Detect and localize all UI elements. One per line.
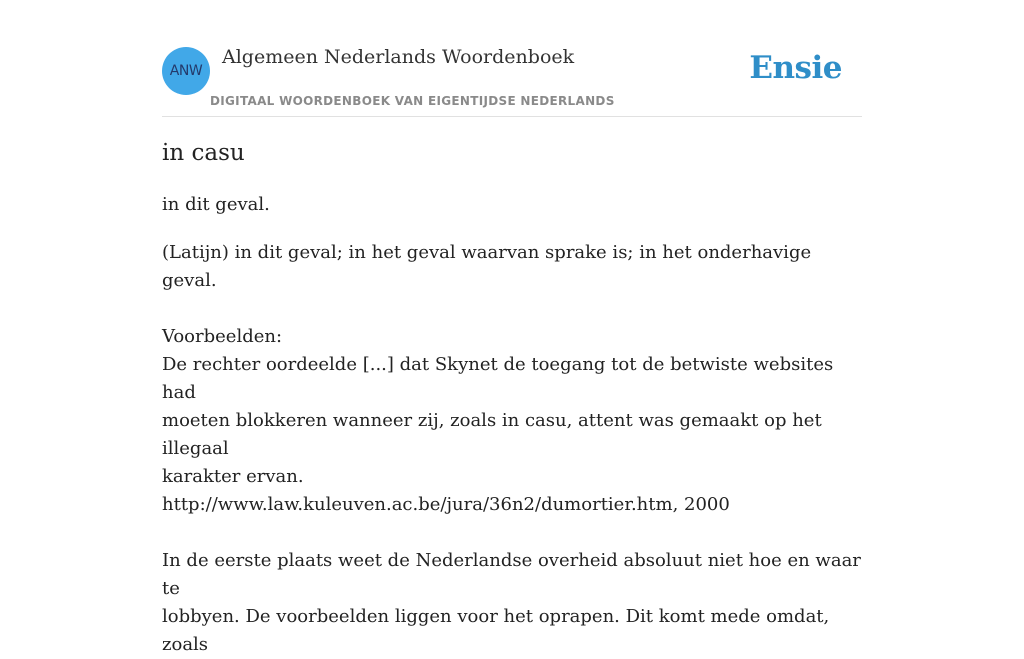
site-subtitle: DIGITAAL WOORDENBOEK VAN EIGENTIJDSE NEDERLANDS — [210, 94, 615, 108]
logo-text: ANW — [169, 63, 203, 79]
spacer — [162, 295, 862, 323]
entry-body — [162, 239, 862, 659]
example-1-source: http://www.law.kuleuven.ac.be/jura/36n2/dumortier.htm, 2000 — [162, 494, 730, 515]
example-1-line-2: moeten blokkeren wanneer zij, zoals in casu, attent was gemaakt op het illegaal — [162, 410, 822, 459]
site-title[interactable]: Algemeen Nederlands Woordenboek — [222, 46, 575, 68]
example-1-line-1: De rechter oordeelde [...] dat Skynet de toegang tot de betwiste websites had — [162, 354, 834, 403]
example-2-line-2: lobbyen. De voorbeelden liggen voor het oprapen. Dit komt mede omdat, zoals — [162, 606, 830, 655]
spacer — [162, 519, 862, 547]
examples-heading: Voorbeelden: — [162, 326, 283, 347]
definition: (Latijn) in dit geval; in het geval waarvan sprake is; in het onderhavige geval. — [162, 242, 812, 291]
example-2-line-1: In de eerste plaats weet de Nederlandse overheid absoluut niet hoe en waar te — [162, 550, 861, 599]
anw-logo[interactable] — [162, 47, 210, 95]
ensie-brand-link[interactable]: Ensie — [749, 50, 842, 86]
example-1-line-3: karakter ervan. — [162, 466, 304, 487]
short-definition: in dit geval. — [162, 194, 270, 215]
entry-term: in casu — [162, 140, 245, 166]
site-header — [162, 0, 862, 117]
